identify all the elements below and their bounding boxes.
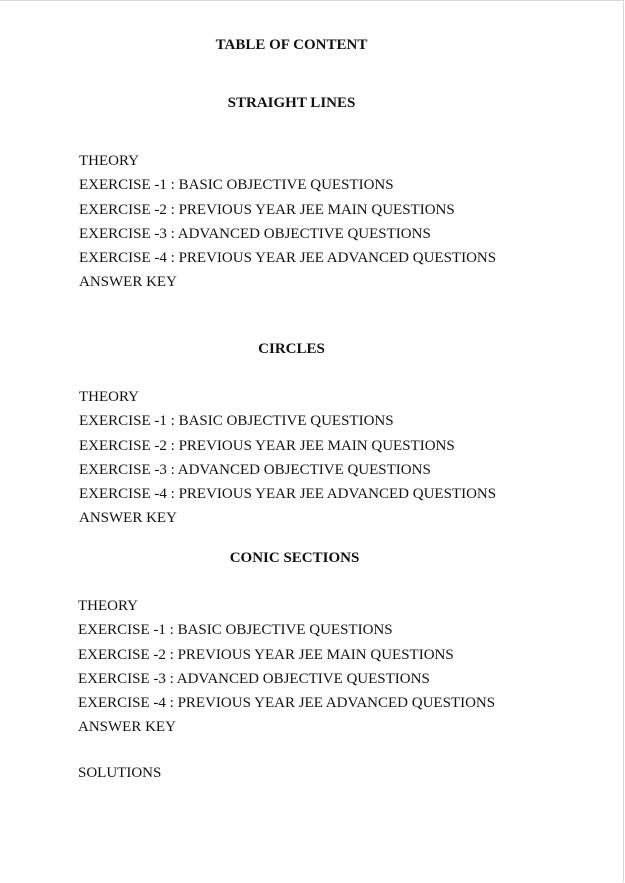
toc-item: EXERCISE -1 : BASIC OBJECTIVE QUESTIONS: [79, 177, 394, 194]
toc-item: EXERCISE -2 : PREVIOUS YEAR JEE MAIN QUESTIONS: [79, 437, 455, 454]
toc-item: EXERCISE -4 : PREVIOUS YEAR JEE ADVANCED QUESTIONS: [79, 486, 497, 503]
toc-item: EXERCISE -4 : PREVIOUS YEAR JEE ADVANCED QUESTIONS: [79, 250, 497, 267]
toc-item: EXERCISE -3 : ADVANCED OBJECTIVE QUESTIONS: [78, 670, 430, 687]
toc-item: THEORY: [79, 389, 139, 405]
toc-item-solutions: SOLUTIONS: [78, 765, 162, 781]
toc-item: EXERCISE -2 : PREVIOUS YEAR JEE MAIN QUESTIONS: [79, 201, 455, 218]
toc-item: EXERCISE -3 : ADVANCED OBJECTIVE QUESTIONS: [79, 461, 431, 478]
toc-item: EXERCISE -3 : ADVANCED OBJECTIVE QUESTIONS: [79, 225, 431, 242]
toc-item: THEORY: [78, 598, 138, 614]
toc-item: THEORY: [79, 153, 139, 169]
section-heading-conic-sections: CONIC SECTIONS: [229, 550, 360, 566]
toc-item: ANSWER KEY: [79, 274, 177, 291]
section-list-circles: [79, 385, 496, 531]
toc-item: ANSWER KEY: [79, 510, 177, 527]
page-title: TABLE OF CONTENT: [215, 37, 368, 53]
section-heading-circles: CIRCLES: [258, 341, 325, 357]
toc-item: EXERCISE -1 : BASIC OBJECTIVE QUESTIONS: [78, 622, 393, 639]
toc-item: ANSWER KEY: [78, 719, 176, 736]
toc-item: EXERCISE -1 : BASIC OBJECTIVE QUESTIONS: [79, 413, 394, 430]
section-list-straight-lines: [79, 149, 496, 295]
section-heading-straight-lines: STRAIGHT LINES: [227, 95, 356, 111]
toc-item: EXERCISE -4 : PREVIOUS YEAR JEE ADVANCED QUESTIONS: [78, 695, 496, 712]
toc-item: EXERCISE -2 : PREVIOUS YEAR JEE MAIN QUESTIONS: [78, 646, 454, 663]
section-list-conic-sections: [78, 594, 495, 740]
